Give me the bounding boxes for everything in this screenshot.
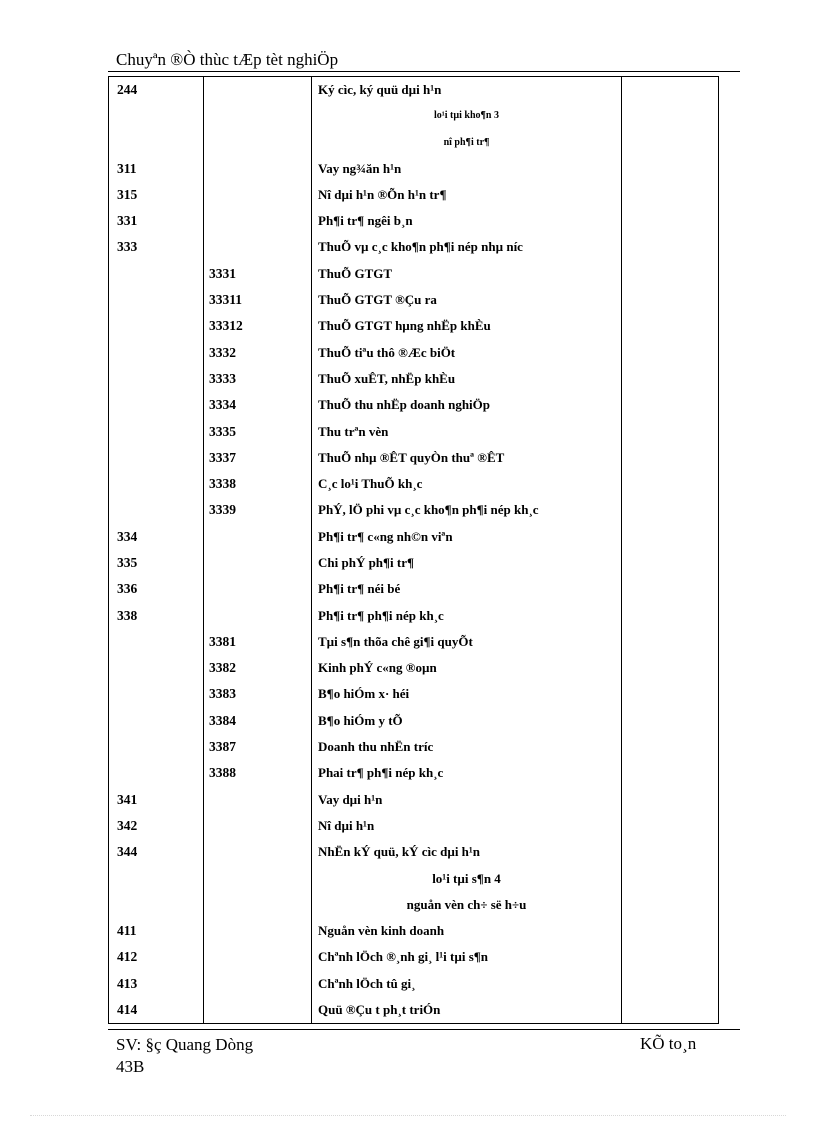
account-name: ThuÕ tiªu thô ®Æc biÖt	[312, 339, 622, 365]
account-name: Nguån vèn kinh doanh	[312, 918, 622, 944]
notes-cell	[622, 392, 719, 418]
account-level1-code: 338	[109, 602, 204, 628]
account-level1-code: 342	[109, 813, 204, 839]
table-row	[109, 550, 719, 576]
table-row	[109, 892, 719, 918]
account-name: lo¹i tµi kho¶n 3	[312, 103, 622, 129]
account-level2-code	[204, 208, 312, 234]
account-name: Tµi s¶n thõa chê gi¶i quyÕt	[312, 629, 622, 655]
table-row	[109, 971, 719, 997]
table-row	[109, 313, 719, 339]
account-level2-code: 3387	[204, 734, 312, 760]
account-level1-code	[109, 313, 204, 339]
student-name: SV: §ç Quang Dòng	[116, 1035, 254, 1054]
account-name: Ph¶i tr¶ néi bé	[312, 576, 622, 602]
account-name: lo¹i tµi s¶n 4	[312, 865, 622, 891]
account-name: ThuÕ GTGT	[312, 261, 622, 287]
notes-cell	[622, 787, 719, 813]
account-level1-code	[109, 629, 204, 655]
account-name: ThuÕ thu nhËp doanh nghiÖp	[312, 392, 622, 418]
account-level1-code	[109, 129, 204, 155]
account-level1-code	[109, 760, 204, 786]
account-level1-code	[109, 681, 204, 707]
page-edge-dotted-line	[30, 1115, 786, 1116]
table-row	[109, 497, 719, 523]
account-level1-code	[109, 445, 204, 471]
table-row	[109, 445, 719, 471]
account-level2-code	[204, 129, 312, 155]
account-name: Chi phÝ ph¶i tr¶	[312, 550, 622, 576]
table-row	[109, 865, 719, 891]
footer-rule	[108, 1029, 740, 1030]
notes-cell	[622, 839, 719, 865]
notes-cell	[622, 997, 719, 1023]
notes-cell	[622, 760, 719, 786]
document-header: Chuyªn ®Ò thùc tÆp tèt nghiÖp	[116, 50, 339, 69]
account-level1-code: 331	[109, 208, 204, 234]
notes-cell	[622, 313, 719, 339]
account-level2-code: 3337	[204, 445, 312, 471]
footer-student-info	[116, 1034, 253, 1078]
notes-cell	[622, 445, 719, 471]
notes-cell	[622, 971, 719, 997]
account-level2-code: 3335	[204, 418, 312, 444]
account-name: nî ph¶i tr¶	[312, 129, 622, 155]
notes-cell	[622, 471, 719, 497]
account-level2-code: 3384	[204, 708, 312, 734]
header-rule	[108, 71, 740, 72]
table-row	[109, 944, 719, 970]
notes-cell	[622, 708, 719, 734]
notes-cell	[622, 550, 719, 576]
account-name: Ký cìc, ký quü dµi h¹n	[312, 77, 622, 103]
account-level1-code	[109, 261, 204, 287]
table-row	[109, 155, 719, 181]
notes-cell	[622, 681, 719, 707]
notes-cell	[622, 734, 719, 760]
account-level2-code: 3382	[204, 655, 312, 681]
table-row	[109, 813, 719, 839]
account-level1-code	[109, 471, 204, 497]
account-level1-code: 413	[109, 971, 204, 997]
account-level2-code	[204, 103, 312, 129]
table-row	[109, 708, 719, 734]
table-row	[109, 77, 719, 103]
account-level2-code	[204, 576, 312, 602]
account-level1-code: 412	[109, 944, 204, 970]
account-level2-code: 3333	[204, 366, 312, 392]
account-level2-code	[204, 550, 312, 576]
table-row	[109, 208, 719, 234]
table-row	[109, 234, 719, 260]
account-level2-code	[204, 971, 312, 997]
table-row	[109, 261, 719, 287]
account-level2-code: 3332	[204, 339, 312, 365]
account-level2-code	[204, 602, 312, 628]
account-level1-code: 334	[109, 524, 204, 550]
notes-cell	[622, 813, 719, 839]
account-level1-code	[109, 892, 204, 918]
account-name: Chªnh lÖch tû gi¸	[312, 971, 622, 997]
account-level1-code: 414	[109, 997, 204, 1023]
notes-cell	[622, 576, 719, 602]
account-level2-code	[204, 997, 312, 1023]
notes-cell	[622, 339, 719, 365]
account-level1-code	[109, 497, 204, 523]
notes-cell	[622, 103, 719, 129]
account-level1-code	[109, 418, 204, 444]
account-level1-code	[109, 339, 204, 365]
account-name: ThuÕ xuÊT, nhËp khÈu	[312, 366, 622, 392]
notes-cell	[622, 865, 719, 891]
notes-cell	[622, 129, 719, 155]
account-level1-code: 336	[109, 576, 204, 602]
account-level2-code: 3339	[204, 497, 312, 523]
account-level2-code	[204, 787, 312, 813]
account-level1-code	[109, 103, 204, 129]
table-row	[109, 629, 719, 655]
table-row	[109, 602, 719, 628]
account-name: Ph¶i tr¶ ngêi b¸n	[312, 208, 622, 234]
account-level1-code	[109, 734, 204, 760]
account-name: Nî dµi h¹n ®Õn h¹n tr¶	[312, 182, 622, 208]
notes-cell	[622, 234, 719, 260]
table-row	[109, 287, 719, 313]
account-level2-code	[204, 892, 312, 918]
account-level2-code	[204, 524, 312, 550]
account-level2-code	[204, 918, 312, 944]
account-name: ThuÕ GTGT ®Çu ra	[312, 287, 622, 313]
account-level2-code	[204, 944, 312, 970]
notes-cell	[622, 182, 719, 208]
table-row	[109, 760, 719, 786]
account-name: Doanh thu nhËn tríc	[312, 734, 622, 760]
account-name: Vay ng¾ăn h¹n	[312, 155, 622, 181]
account-name: Chªnh lÖch ®¸nh gi¸ l¹i tµi s¶n	[312, 944, 622, 970]
table-row	[109, 787, 719, 813]
account-name: ThuÕ GTGT hµng nhËp khÈu	[312, 313, 622, 339]
account-level1-code: 411	[109, 918, 204, 944]
table-row	[109, 392, 719, 418]
account-name: Ph¶i tr¶ c«ng nh©n viªn	[312, 524, 622, 550]
notes-cell	[622, 77, 719, 103]
table-row	[109, 339, 719, 365]
notes-cell	[622, 155, 719, 181]
accounts-table	[108, 76, 719, 1024]
table-row	[109, 681, 719, 707]
account-level1-code: 315	[109, 182, 204, 208]
account-level2-code	[204, 865, 312, 891]
account-name: Vay dµi h¹n	[312, 787, 622, 813]
account-name: Thu trªn vèn	[312, 418, 622, 444]
notes-cell	[622, 944, 719, 970]
table-row	[109, 182, 719, 208]
table-row	[109, 576, 719, 602]
account-level2-code: 33311	[204, 287, 312, 313]
account-level1-code	[109, 392, 204, 418]
student-class: 43B	[116, 1057, 145, 1076]
account-name: Ph¶i tr¶ ph¶i nép kh¸c	[312, 602, 622, 628]
account-level1-code: 344	[109, 839, 204, 865]
table-row	[109, 471, 719, 497]
account-level2-code: 33312	[204, 313, 312, 339]
notes-cell	[622, 629, 719, 655]
table-row	[109, 366, 719, 392]
notes-cell	[622, 366, 719, 392]
account-level1-code: 333	[109, 234, 204, 260]
notes-cell	[622, 524, 719, 550]
notes-cell	[622, 892, 719, 918]
table-row	[109, 418, 719, 444]
table-row	[109, 839, 719, 865]
table-row	[109, 103, 719, 129]
account-name: Phai tr¶ ph¶i nép kh¸c	[312, 760, 622, 786]
account-level2-code	[204, 182, 312, 208]
notes-cell	[622, 602, 719, 628]
account-name: Kinh phÝ c«ng ®oµn	[312, 655, 622, 681]
notes-cell	[622, 261, 719, 287]
table-row	[109, 129, 719, 155]
account-level1-code: 341	[109, 787, 204, 813]
account-level1-code	[109, 708, 204, 734]
notes-cell	[622, 208, 719, 234]
table-row	[109, 655, 719, 681]
table-row	[109, 524, 719, 550]
account-level1-code: 311	[109, 155, 204, 181]
account-name: Quü ®Çu t ph¸t triÓn	[312, 997, 622, 1023]
account-level2-code	[204, 839, 312, 865]
account-level1-code	[109, 366, 204, 392]
notes-cell	[622, 287, 719, 313]
account-name: ThuÕ vµ c¸c kho¶n ph¶i nép nhµ níc	[312, 234, 622, 260]
account-level1-code	[109, 287, 204, 313]
notes-cell	[622, 655, 719, 681]
account-level1-code: 244	[109, 77, 204, 103]
account-level2-code	[204, 234, 312, 260]
notes-cell	[622, 418, 719, 444]
table-row	[109, 734, 719, 760]
account-name: B¶o hiÓm y tÕ	[312, 708, 622, 734]
account-level1-code	[109, 655, 204, 681]
account-name: C¸c lo¹i ThuÕ kh¸c	[312, 471, 622, 497]
table-row	[109, 918, 719, 944]
account-name: Nî dµi h¹n	[312, 813, 622, 839]
account-level2-code: 3331	[204, 261, 312, 287]
notes-cell	[622, 918, 719, 944]
account-level2-code: 3383	[204, 681, 312, 707]
account-level2-code: 3388	[204, 760, 312, 786]
account-level2-code: 3381	[204, 629, 312, 655]
account-level1-code	[109, 865, 204, 891]
account-name: ThuÕ nhµ ®ÊT quyÒn thuª ®ÊT	[312, 445, 622, 471]
account-level2-code: 3334	[204, 392, 312, 418]
table-row	[109, 997, 719, 1023]
notes-cell	[622, 497, 719, 523]
account-name: B¶o hiÓm x· héi	[312, 681, 622, 707]
account-level2-code	[204, 155, 312, 181]
account-name: PhÝ, lÖ phi vµ c¸c kho¶n ph¶i nép kh¸c	[312, 497, 622, 523]
footer-department: KÕ to¸n	[640, 1034, 697, 1053]
account-level2-code	[204, 77, 312, 103]
account-name: nguån vèn ch÷ së h÷u	[312, 892, 622, 918]
account-name: NhËn kÝ quü, kÝ cìc dµi h¹n	[312, 839, 622, 865]
account-level1-code: 335	[109, 550, 204, 576]
account-level2-code: 3338	[204, 471, 312, 497]
account-level2-code	[204, 813, 312, 839]
